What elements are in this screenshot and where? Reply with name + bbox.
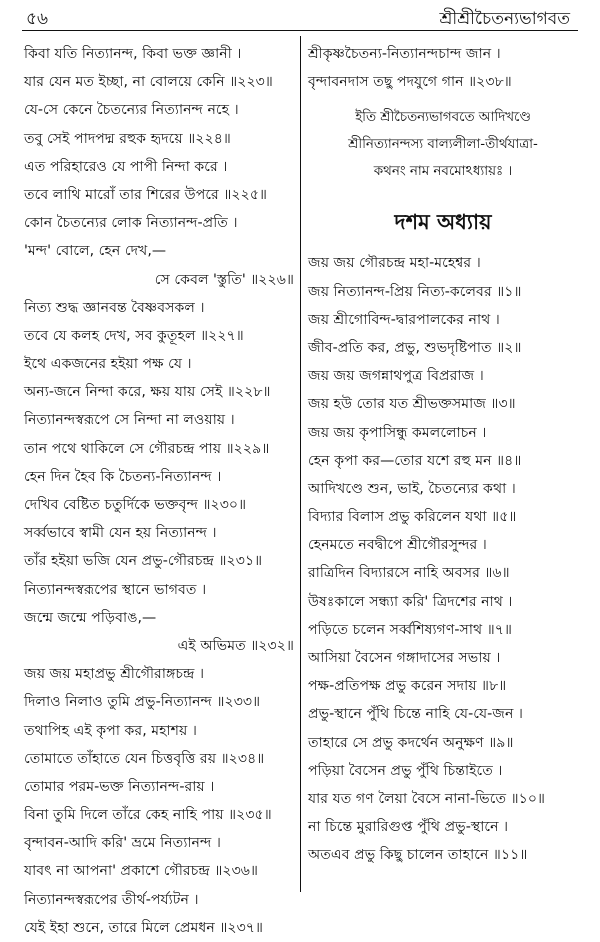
- verse-line: এই অভিমত ॥২৩২॥: [177, 637, 294, 654]
- verse-line: বৃন্দাবনদাস তছু পদযুগে গান ॥২৩৮॥: [308, 74, 512, 91]
- right-column: [308, 40, 578, 870]
- verse-line: পড়িয়া বৈসেন প্রভু পুঁথি চিন্তাইতে ।: [308, 762, 503, 779]
- verse-line: জন্মে জন্মে পড়িবাঙ,—: [24, 609, 157, 626]
- verse-line: নিত্যানন্দস্বরূপের স্থানে ভাগবত ।: [24, 581, 207, 598]
- verse-line: তবে লাথি মারোঁ তার শিরের উপরে ॥২২৫॥: [24, 186, 268, 203]
- chapter-title: দশম অধ্যায়: [394, 210, 492, 235]
- verse-line: যাবৎ না আপনা' প্রকাশে গৌরচন্দ্র ॥২৩৬॥: [24, 863, 259, 880]
- verse-line: যেই ইহা শুনে, তারে মিলে প্রেমধন ॥২৩৭॥: [24, 919, 264, 936]
- verse-line: যে-সে কেনে চৈতন্যের নিত্যানন্দ নহে ।: [24, 102, 239, 119]
- running-title: শ্রীশ্রীচৈতন্যভাগবত: [439, 9, 570, 29]
- verse-line: নিত্যানন্দস্বরূপে সে নিন্দা না লওয়ায় ।: [24, 412, 235, 429]
- verse-line: জয় শ্রীগোবিন্দ-দ্বারপালকের নাথ ।: [308, 311, 500, 328]
- colophon-line: কথনং নাম নবমোঽধ্যায়ঃ ।: [373, 164, 513, 180]
- verse-line: তোমার পরম-ভক্ত নিত্যানন্দ-রায় ।: [24, 778, 215, 795]
- verse-line: পক্ষ-প্রতিপক্ষ প্রভু করেন সদায় ॥৮॥: [308, 678, 507, 695]
- verse-line: যার যত গণ লৈয়া বৈসে নানা-ভিতে ॥১০॥: [308, 790, 546, 807]
- left-column: [24, 40, 294, 942]
- verse-line: বৃন্দাবন-আদি করি' ভ্রমে নিত্যানন্দ ।: [24, 835, 221, 852]
- verse-line: তোমাতে তাঁহাতে যেন চিত্তবৃত্তি রয় ॥২৩৪॥: [24, 750, 265, 767]
- verse-line: বিদ্যার বিলাস প্রভু করিলেন যথা ॥৫॥: [308, 509, 517, 526]
- verse-line: তাহারে সে প্রভু কদর্থেন অনুক্ষণ ॥৯॥: [308, 734, 514, 751]
- verse-line: বিনা তুমি দিলে তাঁরে কেহ নাহি পায় ॥২৩৫॥: [24, 807, 272, 824]
- verse-line: প্রভু-স্থানে পুঁথি চিন্তে নাহি যে-যে-জন ।: [308, 706, 524, 723]
- verse-line: এত পরিহারেও যে পাপী নিন্দা করে ।: [24, 158, 228, 175]
- verse-line: জয় জয় জগন্নাথপুত্র বিপ্ররাজ ।: [308, 368, 484, 385]
- verse-line: রাত্রিদিন বিদ্যারসে নাহি অবসর ॥৬॥: [308, 565, 510, 582]
- verse-line: অন্য-জনে নিন্দা করে, ক্ষয় যায় সেই ॥২২৮॥: [24, 384, 271, 401]
- verse-line: জয় হউ তোর যত শ্রীভক্তসমাজ ॥৩॥: [308, 396, 516, 413]
- page-number: ৫৬: [26, 9, 49, 29]
- verse-line: পড়িতে চলেন সর্ব্বশিষ্যগণ-সাথ ॥৭॥: [308, 621, 513, 638]
- verse-line: জয় জয় মহাপ্রভু শ্রীগৌরাঙ্গচন্দ্র ।: [24, 666, 205, 683]
- colophon-line: ইতি শ্রীচৈতন্যভাগবতে আদিখণ্ডে: [355, 110, 531, 126]
- verse-line: আদিখণ্ডে শুন, ভাই, চৈতন্যের কথা ।: [308, 480, 516, 497]
- verse-line: সর্ব্বভাবে স্বামী যেন হয় নিত্যানন্দ ।: [24, 525, 217, 542]
- verse-line: জয় নিত্যানন্দ-প্রিয় নিত্য-কলেবর ॥১॥: [308, 283, 522, 300]
- verse-line: অতএব প্রভু কিছু চালেন তাহানে ॥১১॥: [308, 847, 528, 864]
- colophon-line: শ্রীনিত্যানন্দস্য বাল্যলীলা-তীর্থযাত্রা-: [348, 137, 538, 153]
- verse-line: সে কেবল 'স্তুতি' ॥২২৬॥: [154, 271, 294, 288]
- right-bottom-verses: [308, 249, 578, 869]
- page-header: [0, 0, 600, 34]
- verse-line: জয় জয় কৃপাসিন্ধু কমললোচন ।: [308, 424, 487, 441]
- verse-line: তান পথে থাকিলে সে গৌরচন্দ্র পায় ॥২২৯॥: [24, 440, 270, 457]
- verse-line: যার যেন মত ইচ্ছা, না বোলয়ে কেনি ॥২২৩॥: [24, 74, 273, 91]
- verse-line: কিবা যতি নিত্যানন্দ, কিবা ভক্ত জ্ঞানী ।: [24, 46, 242, 62]
- verse-line: দিলাও নিলাও তুমি প্রভু-নিত্যানন্দ ॥২৩৩॥: [24, 694, 261, 711]
- verse-line: নিত্যানন্দস্বরূপের তীর্থ-পর্য্যটন ।: [24, 891, 199, 908]
- verse-line: হেন দিন হৈব কি চৈতন্য-নিত্যানন্দ ।: [24, 468, 222, 485]
- verse-line: তবে যে কলহ দেখ, সব কুতূহল ॥২২৭॥: [24, 327, 244, 344]
- verse-line: তবু সেই পাদপদ্ম রহুক হৃদয়ে ॥২২৪॥: [24, 130, 231, 147]
- verse-line: তথাপিহ এই কৃপা কর, মহাশয় ।: [24, 722, 197, 739]
- verse-line: তাঁর হইয়া ভজি যেন প্রভু-গৌরচন্দ্র ॥২৩১॥: [24, 553, 263, 570]
- right-top-verses: [308, 40, 578, 96]
- verse-line: হেন কৃপা কর—তোর যশে রহু মন ॥৪॥: [308, 452, 522, 469]
- verse-line: জয় জয় গৌরচন্দ্র মহা-মহেশ্বর ।: [308, 255, 481, 272]
- verse-line: আসিয়া বৈসেন গঙ্গাদাসের সভায় ।: [308, 650, 501, 666]
- verse-line: না চিন্তে মুরারিগুপ্ত পুঁথি প্রভু-স্থানে ।: [308, 819, 509, 836]
- verse-line: দেখিব বেষ্টিত চতুর্দিকে ভক্তবৃন্দ ॥২৩০॥: [24, 497, 247, 513]
- chapter-colophon: [308, 104, 578, 185]
- verse-line: শ্রীকৃষ্ণচৈতন্য-নিত্যানন্দচান্দ জান ।: [308, 46, 501, 62]
- verse-line: 'মন্দ' বোলে, হেন দেখ,—: [24, 243, 167, 260]
- verse-line: কোন চৈতন্যের লোক নিত্যানন্দ-প্রতি ।: [24, 215, 238, 232]
- column-divider: [300, 36, 301, 892]
- verse-line: জীব-প্রতি কর, প্রভু, শুভদৃষ্টিপাত ॥২॥: [308, 339, 522, 356]
- header-rule: [22, 30, 578, 31]
- verse-line: হেনমতে নবদ্বীপে শ্রীগৌরসুন্দর ।: [308, 537, 487, 554]
- verse-line: ইথে একজনের হইয়া পক্ষ যে ।: [24, 356, 192, 373]
- verse-line: নিত্য শুদ্ধ জ্ঞানবন্ত বৈষ্ণবসকল ।: [24, 299, 205, 316]
- verse-line: উষঃকালে সন্ধ্যা করি' ত্রিদশের নাথ ।: [308, 593, 513, 610]
